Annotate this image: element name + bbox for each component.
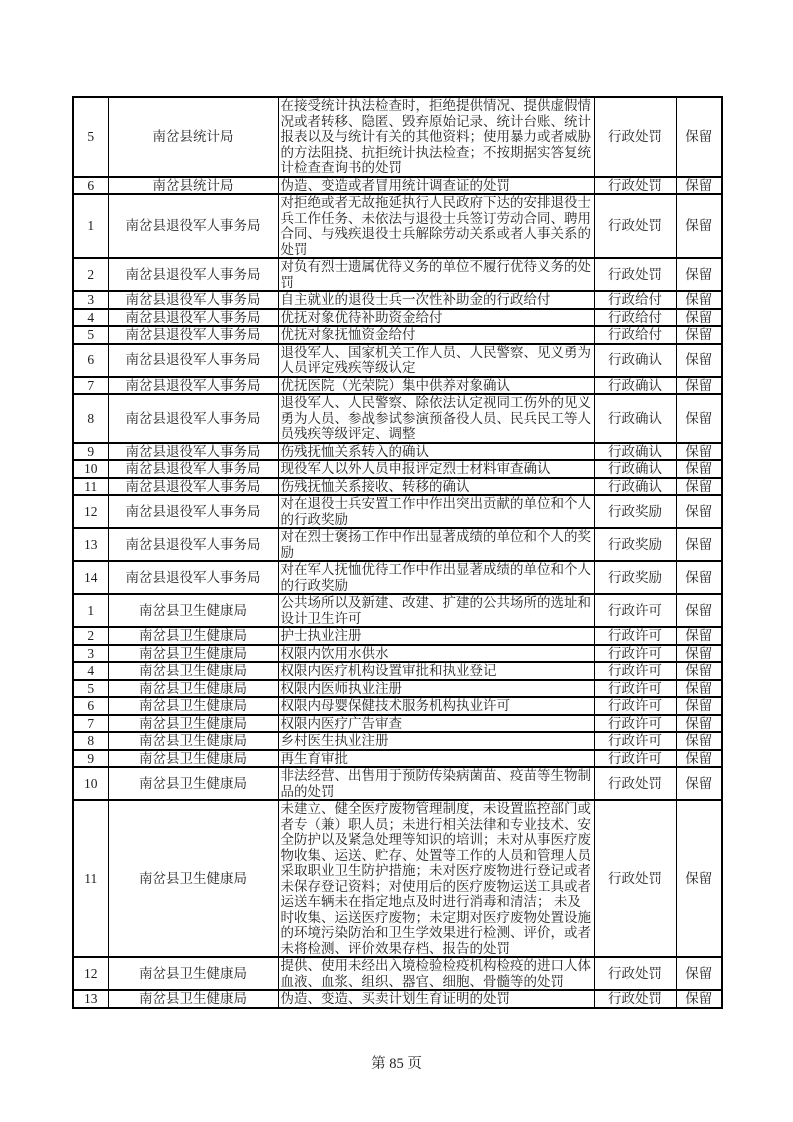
table-row bbox=[73, 715, 722, 733]
table-row bbox=[73, 594, 722, 627]
status-cell: 保留 bbox=[676, 662, 722, 680]
table-row bbox=[73, 258, 722, 291]
department-cell: 南岔县退役军人事务局 bbox=[108, 326, 278, 344]
table-row bbox=[73, 990, 722, 1008]
category-cell: 行政处罚 bbox=[594, 177, 676, 195]
item-description-cell: 权限内医疗广告审查 bbox=[278, 715, 594, 733]
table-row bbox=[73, 443, 722, 461]
department-cell: 南岔县统计局 bbox=[108, 97, 278, 177]
status-cell: 保留 bbox=[676, 443, 722, 461]
table-row bbox=[73, 732, 722, 750]
row-number-cell: 4 bbox=[73, 662, 108, 680]
row-number-cell: 13 bbox=[73, 528, 108, 561]
department-cell: 南岔县退役军人事务局 bbox=[108, 460, 278, 478]
table-row bbox=[73, 377, 722, 395]
row-number-cell: 5 bbox=[73, 97, 108, 177]
item-description-cell: 公共场所以及新建、改建、扩建的公共场所的选址和设计卫生许可 bbox=[278, 594, 594, 627]
row-number-cell: 7 bbox=[73, 377, 108, 395]
table-body bbox=[73, 97, 722, 1008]
category-cell: 行政许可 bbox=[594, 697, 676, 715]
department-cell: 南岔县卫生健康局 bbox=[108, 767, 278, 800]
row-number-cell: 8 bbox=[73, 394, 108, 443]
row-number-cell: 10 bbox=[73, 460, 108, 478]
table-row bbox=[73, 528, 722, 561]
status-cell: 保留 bbox=[676, 767, 722, 800]
department-cell: 南岔县统计局 bbox=[108, 177, 278, 195]
category-cell: 行政奖励 bbox=[594, 495, 676, 528]
status-cell: 保留 bbox=[676, 326, 722, 344]
category-cell: 行政许可 bbox=[594, 627, 676, 645]
department-cell: 南岔县卫生健康局 bbox=[108, 627, 278, 645]
table-row bbox=[73, 478, 722, 496]
item-description-cell: 对在退役士兵安置工作中作出突出贡献的单位和个人的行政奖励 bbox=[278, 495, 594, 528]
category-cell: 行政给付 bbox=[594, 309, 676, 327]
department-cell: 南岔县卫生健康局 bbox=[108, 990, 278, 1008]
item-description-cell: 对在军人抚恤优待工作中作出显著成绩的单位和个人的行政奖励 bbox=[278, 561, 594, 594]
status-cell: 保留 bbox=[676, 344, 722, 377]
department-cell: 南岔县卫生健康局 bbox=[108, 697, 278, 715]
table-row bbox=[73, 662, 722, 680]
row-number-cell: 1 bbox=[73, 594, 108, 627]
department-cell: 南岔县退役军人事务局 bbox=[108, 291, 278, 309]
item-description-cell: 再生育审批 bbox=[278, 750, 594, 768]
item-description-cell: 伤残抚恤关系转入的确认 bbox=[278, 443, 594, 461]
category-cell: 行政许可 bbox=[594, 750, 676, 768]
status-cell: 保留 bbox=[676, 697, 722, 715]
row-number-cell: 13 bbox=[73, 990, 108, 1008]
item-description-cell: 现役军人以外人员申报评定烈士材料审查确认 bbox=[278, 460, 594, 478]
department-cell: 南岔县退役军人事务局 bbox=[108, 443, 278, 461]
status-cell: 保留 bbox=[676, 495, 722, 528]
row-number-cell: 6 bbox=[73, 177, 108, 195]
table-row bbox=[73, 344, 722, 377]
row-number-cell: 4 bbox=[73, 309, 108, 327]
department-cell: 南岔县退役军人事务局 bbox=[108, 194, 278, 258]
table-row bbox=[73, 800, 722, 957]
row-number-cell: 8 bbox=[73, 732, 108, 750]
department-cell: 南岔县卫生健康局 bbox=[108, 680, 278, 698]
row-number-cell: 7 bbox=[73, 715, 108, 733]
row-number-cell: 1 bbox=[73, 194, 108, 258]
department-cell: 南岔县退役军人事务局 bbox=[108, 561, 278, 594]
department-cell: 南岔县退役军人事务局 bbox=[108, 394, 278, 443]
status-cell: 保留 bbox=[676, 258, 722, 291]
category-cell: 行政确认 bbox=[594, 377, 676, 395]
table-row bbox=[73, 750, 722, 768]
category-cell: 行政确认 bbox=[594, 394, 676, 443]
department-cell: 南岔县退役军人事务局 bbox=[108, 344, 278, 377]
table-row bbox=[73, 957, 722, 990]
page-number: 第 85 页 bbox=[371, 1056, 422, 1072]
status-cell: 保留 bbox=[676, 177, 722, 195]
item-description-cell: 自主就业的退役士兵一次性补助金的行政给付 bbox=[278, 291, 594, 309]
table-row bbox=[73, 767, 722, 800]
row-number-cell: 2 bbox=[73, 627, 108, 645]
table-row bbox=[73, 680, 722, 698]
category-cell: 行政确认 bbox=[594, 443, 676, 461]
item-description-cell: 权限内饮用水供水 bbox=[278, 645, 594, 663]
category-cell: 行政处罚 bbox=[594, 97, 676, 177]
item-description-cell: 伤残抚恤关系接收、转移的确认 bbox=[278, 478, 594, 496]
status-cell: 保留 bbox=[676, 97, 722, 177]
row-number-cell: 11 bbox=[73, 478, 108, 496]
item-description-cell: 优抚对象优待补助资金给付 bbox=[278, 309, 594, 327]
department-cell: 南岔县卫生健康局 bbox=[108, 800, 278, 957]
status-cell: 保留 bbox=[676, 377, 722, 395]
status-cell: 保留 bbox=[676, 394, 722, 443]
category-cell: 行政许可 bbox=[594, 594, 676, 627]
category-cell: 行政许可 bbox=[594, 715, 676, 733]
department-cell: 南岔县卫生健康局 bbox=[108, 662, 278, 680]
row-number-cell: 2 bbox=[73, 258, 108, 291]
item-description-cell: 对在烈士褒扬工作中作出显著成绩的单位和个人的奖励 bbox=[278, 528, 594, 561]
category-cell: 行政处罚 bbox=[594, 767, 676, 800]
item-description-cell: 权限内医疗机构设置审批和执业登记 bbox=[278, 662, 594, 680]
status-cell: 保留 bbox=[676, 478, 722, 496]
category-cell: 行政许可 bbox=[594, 662, 676, 680]
row-number-cell: 12 bbox=[73, 957, 108, 990]
department-cell: 南岔县退役军人事务局 bbox=[108, 377, 278, 395]
row-number-cell: 9 bbox=[73, 750, 108, 768]
table-row bbox=[73, 394, 722, 443]
status-cell: 保留 bbox=[676, 990, 722, 1008]
table-row bbox=[73, 460, 722, 478]
row-number-cell: 5 bbox=[73, 680, 108, 698]
item-description-cell: 优抚医院（光荣院）集中供养对象确认 bbox=[278, 377, 594, 395]
status-cell: 保留 bbox=[676, 627, 722, 645]
status-cell: 保留 bbox=[676, 732, 722, 750]
item-description-cell: 未建立、健全医疗废物管理制度，未设置监控部门或者专（兼）职人员；未进行相关法律和专业技术、安全防护以及紧急处理等知识的培训；未对从事医疗废物收集、运送、贮存、处置等工作的人员和管理人员采取职业卫生防护措施；未对医疗废物进行登记或者未保存登记资料；对使用后的医疗废物运送工具或者运送车辆未在指定地点及时进行消毒和清洁； 未及时收集、运送医疗废物；未定期对医疗废物处置设施的环境污染防治和卫生学效果进行检测、评价，或者未将检测、评价效果存档、报告的处罚 bbox=[278, 800, 594, 957]
category-cell: 行政确认 bbox=[594, 460, 676, 478]
status-cell: 保留 bbox=[676, 680, 722, 698]
item-description-cell: 乡村医生执业注册 bbox=[278, 732, 594, 750]
item-description-cell: 伪造、变造、买卖计划生育证明的处罚 bbox=[278, 990, 594, 1008]
row-number-cell: 6 bbox=[73, 697, 108, 715]
category-cell: 行政确认 bbox=[594, 344, 676, 377]
department-cell: 南岔县退役军人事务局 bbox=[108, 478, 278, 496]
category-cell: 行政给付 bbox=[594, 291, 676, 309]
table-row bbox=[73, 291, 722, 309]
item-description-cell: 护士执业注册 bbox=[278, 627, 594, 645]
row-number-cell: 3 bbox=[73, 291, 108, 309]
status-cell: 保留 bbox=[676, 800, 722, 957]
category-cell: 行政许可 bbox=[594, 732, 676, 750]
category-cell: 行政处罚 bbox=[594, 194, 676, 258]
status-cell: 保留 bbox=[676, 528, 722, 561]
item-description-cell: 伪造、变造或者冒用统计调查证的处罚 bbox=[278, 177, 594, 195]
item-description-cell: 优抚对象抚恤资金给付 bbox=[278, 326, 594, 344]
category-cell: 行政处罚 bbox=[594, 258, 676, 291]
row-number-cell: 5 bbox=[73, 326, 108, 344]
category-cell: 行政奖励 bbox=[594, 528, 676, 561]
category-cell: 行政奖励 bbox=[594, 561, 676, 594]
item-description-cell: 对负有烈士遗属优待义务的单位不履行优待义务的处罚 bbox=[278, 258, 594, 291]
table-row bbox=[73, 561, 722, 594]
table-row bbox=[73, 495, 722, 528]
status-cell: 保留 bbox=[676, 194, 722, 258]
table-row bbox=[73, 194, 722, 258]
department-cell: 南岔县卫生健康局 bbox=[108, 750, 278, 768]
status-cell: 保留 bbox=[676, 715, 722, 733]
department-cell: 南岔县卫生健康局 bbox=[108, 594, 278, 627]
table-row bbox=[73, 97, 722, 177]
department-cell: 南岔县卫生健康局 bbox=[108, 645, 278, 663]
category-cell: 行政处罚 bbox=[594, 990, 676, 1008]
department-cell: 南岔县退役军人事务局 bbox=[108, 495, 278, 528]
table-row bbox=[73, 309, 722, 327]
category-cell: 行政处罚 bbox=[594, 800, 676, 957]
row-number-cell: 14 bbox=[73, 561, 108, 594]
status-cell: 保留 bbox=[676, 561, 722, 594]
status-cell: 保留 bbox=[676, 957, 722, 990]
table-row bbox=[73, 645, 722, 663]
status-cell: 保留 bbox=[676, 645, 722, 663]
item-description-cell: 在接受统计执法检查时，拒绝提供情况、提供虚假情况或者转移、隐匿、毁弃原始记录、统计台账、统计报表以及与统计有关的其他资料；使用暴力或者威胁的方法阻挠、抗拒统计执法检查；不按期据实答复统计检查查询书的处罚 bbox=[278, 97, 594, 177]
item-description-cell: 退役军人、国家机关工作人员、人民警察、见义勇为人员评定残疾等级认定 bbox=[278, 344, 594, 377]
item-description-cell: 对拒绝或者无故拖延执行人民政府下达的安排退役士兵工作任务、未依法与退役士兵签订劳动合同、聘用合同、与残疾退役士兵解除劳动关系或者人事关系的处罚 bbox=[278, 194, 594, 258]
row-number-cell: 12 bbox=[73, 495, 108, 528]
item-description-cell: 权限内母婴保健技术服务机构执业许可 bbox=[278, 697, 594, 715]
status-cell: 保留 bbox=[676, 750, 722, 768]
category-cell: 行政许可 bbox=[594, 680, 676, 698]
category-cell: 行政给付 bbox=[594, 326, 676, 344]
department-cell: 南岔县退役军人事务局 bbox=[108, 309, 278, 327]
department-cell: 南岔县卫生健康局 bbox=[108, 715, 278, 733]
table-row bbox=[73, 627, 722, 645]
admin-power-items-table bbox=[72, 96, 723, 1009]
department-cell: 南岔县退役军人事务局 bbox=[108, 258, 278, 291]
item-description-cell: 非法经营、出售用于预防传染病菌苗、疫苗等生物制品的处罚 bbox=[278, 767, 594, 800]
item-description-cell: 退役军人、人民警察、除依法认定视同工伤外的见义勇为人员、参战参试参演预备役人员、民兵民工等人员残疾等级评定、调整 bbox=[278, 394, 594, 443]
row-number-cell: 3 bbox=[73, 645, 108, 663]
department-cell: 南岔县卫生健康局 bbox=[108, 957, 278, 990]
category-cell: 行政处罚 bbox=[594, 957, 676, 990]
item-description-cell: 权限内医师执业注册 bbox=[278, 680, 594, 698]
status-cell: 保留 bbox=[676, 309, 722, 327]
row-number-cell: 9 bbox=[73, 443, 108, 461]
department-cell: 南岔县退役军人事务局 bbox=[108, 528, 278, 561]
row-number-cell: 6 bbox=[73, 344, 108, 377]
status-cell: 保留 bbox=[676, 291, 722, 309]
category-cell: 行政许可 bbox=[594, 645, 676, 663]
table-row bbox=[73, 326, 722, 344]
status-cell: 保留 bbox=[676, 594, 722, 627]
row-number-cell: 11 bbox=[73, 800, 108, 957]
table-row bbox=[73, 697, 722, 715]
row-number-cell: 10 bbox=[73, 767, 108, 800]
status-cell: 保留 bbox=[676, 460, 722, 478]
table-row bbox=[73, 177, 722, 195]
department-cell: 南岔县卫生健康局 bbox=[108, 732, 278, 750]
item-description-cell: 提供、使用未经出入境检验检疫机构检疫的进口人体血液、血浆、组织、器官、细胞、骨髓等的处罚 bbox=[278, 957, 594, 990]
category-cell: 行政确认 bbox=[594, 478, 676, 496]
